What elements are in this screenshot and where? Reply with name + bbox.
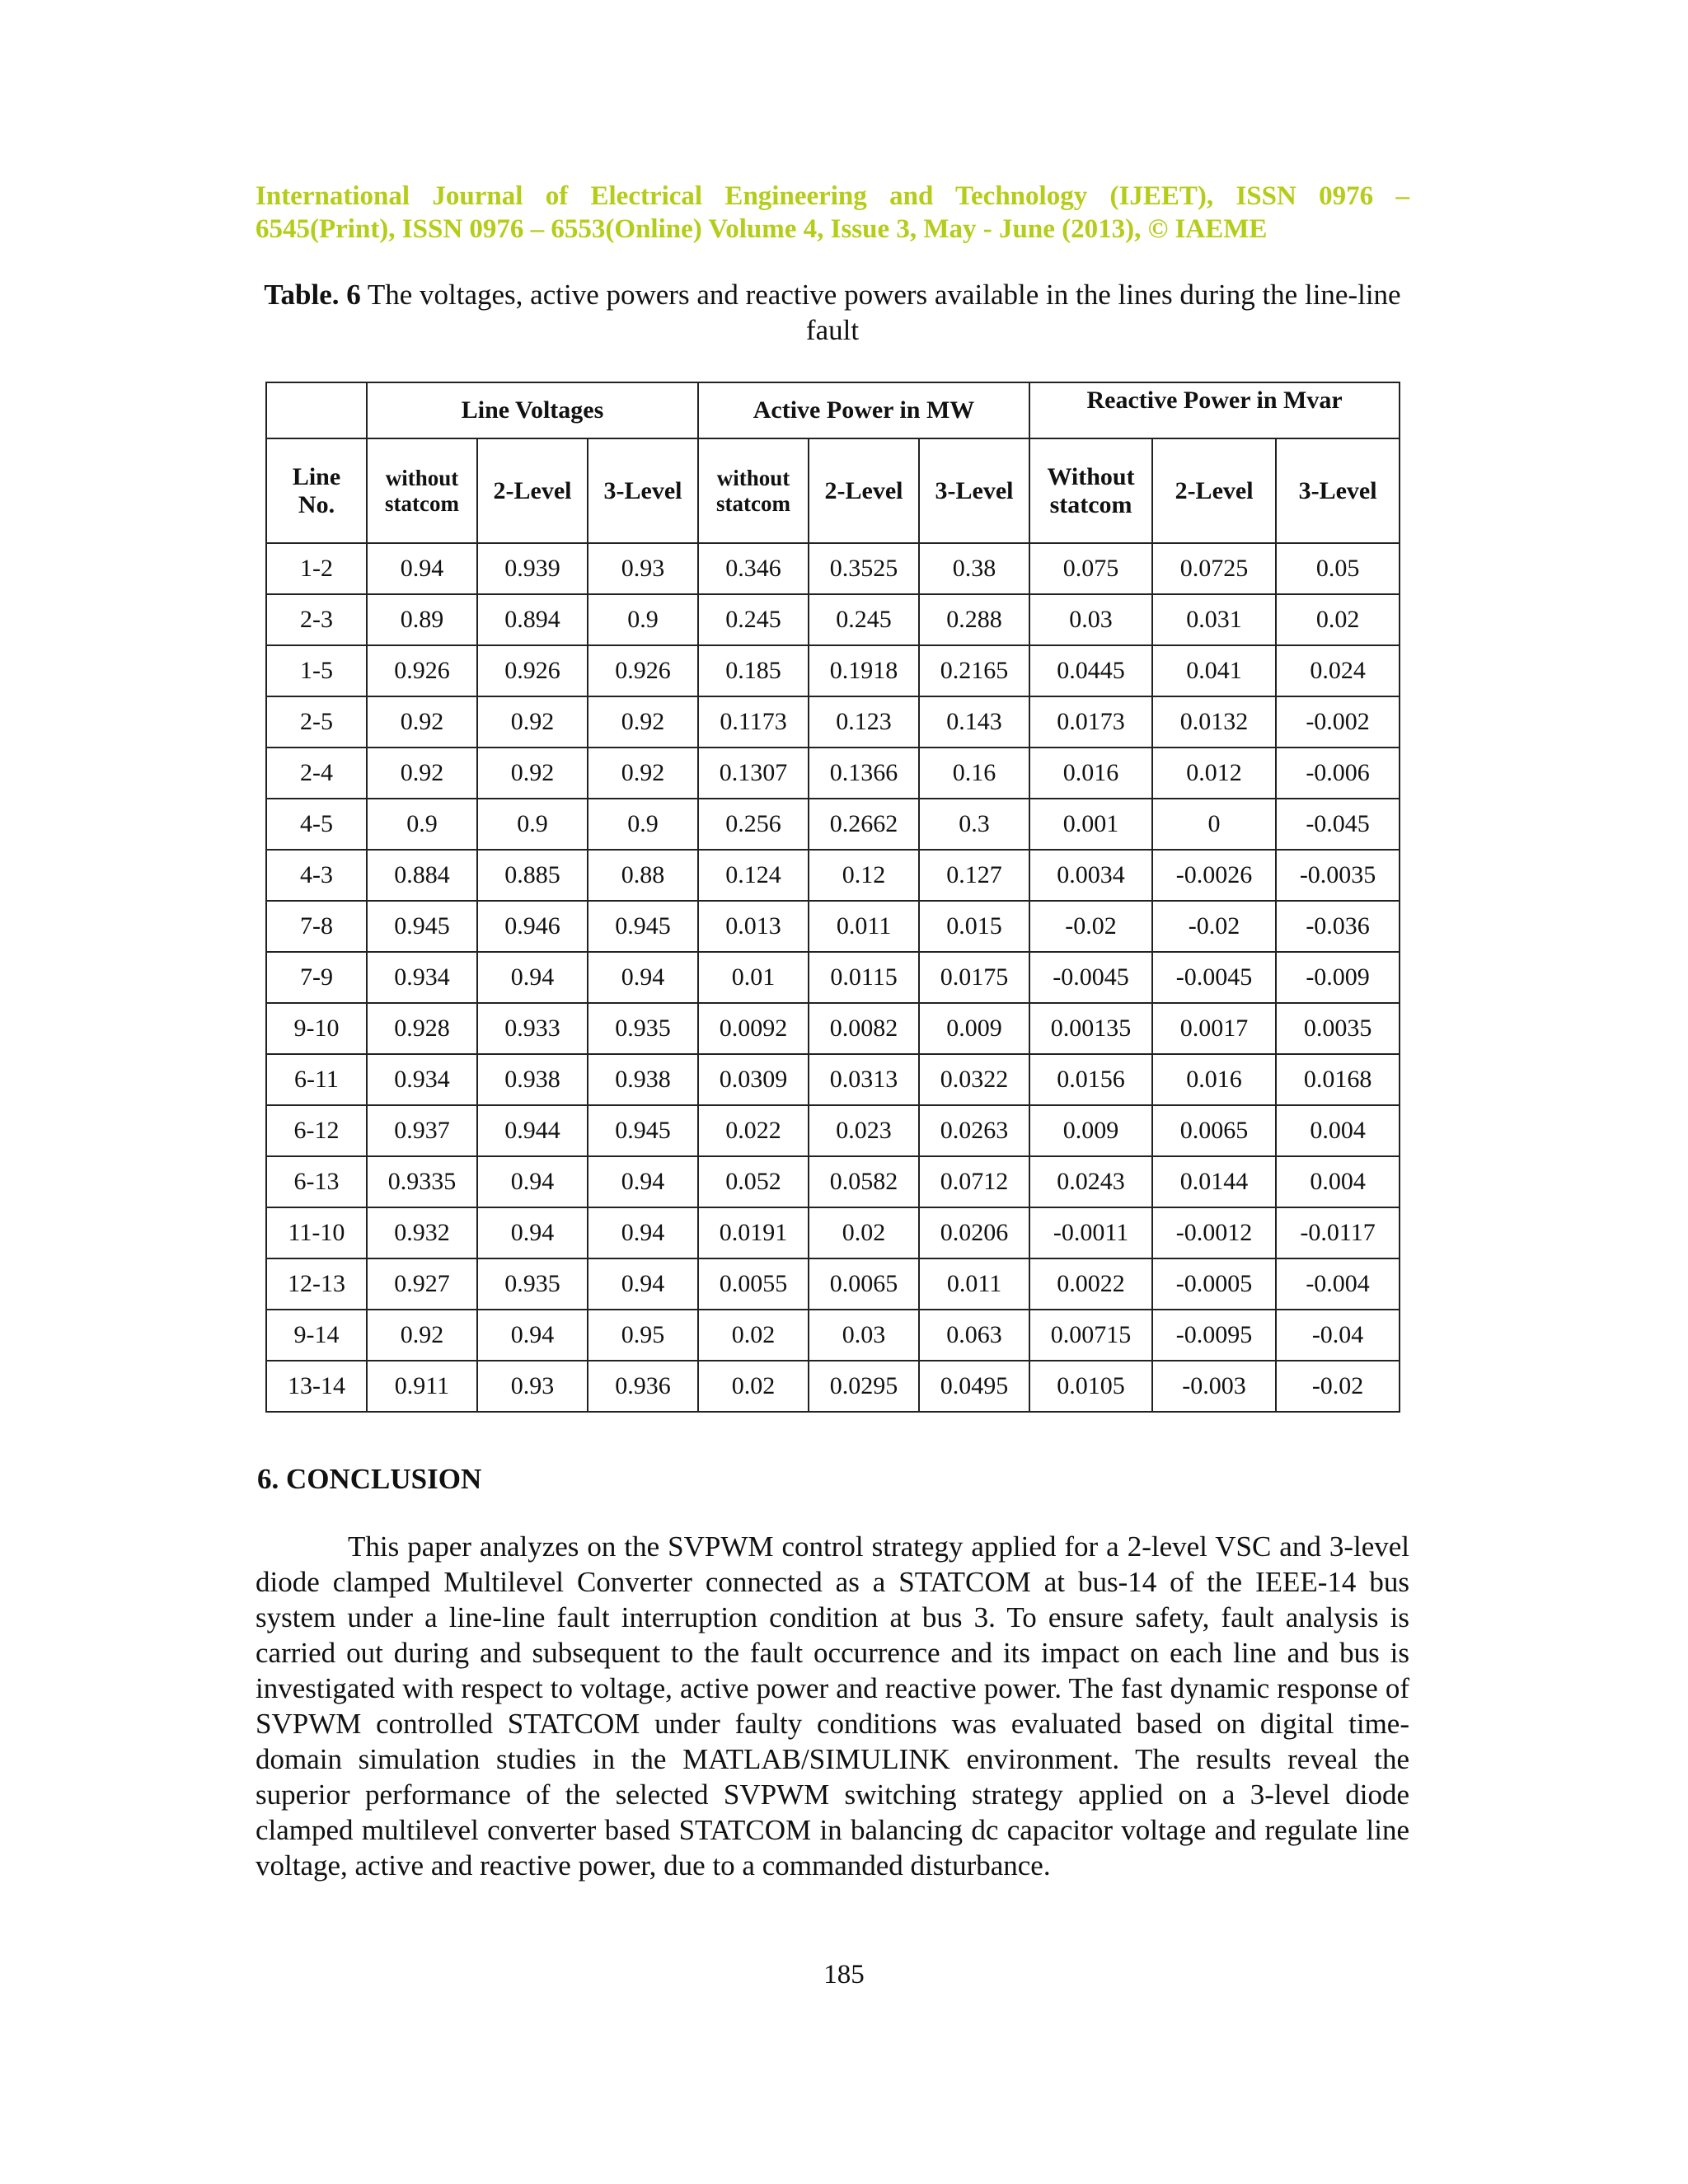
table-row [266, 1310, 1400, 1361]
value-cell: 0.16 [919, 748, 1029, 799]
value-cell: 0.0712 [919, 1156, 1029, 1207]
table-row [266, 645, 1400, 696]
value-cell: 0.013 [698, 901, 809, 952]
value-cell: 0.0055 [698, 1258, 809, 1310]
table-row [266, 543, 1400, 594]
value-cell: 0.92 [588, 748, 698, 799]
value-cell: 0.075 [1029, 543, 1152, 594]
header-line-no: Line No. [266, 438, 367, 543]
subheader-rp-without: Without statcom [1029, 438, 1152, 543]
value-cell: 0.004 [1276, 1156, 1400, 1207]
line-no-cell: 7-8 [266, 901, 367, 952]
table-row [266, 594, 1400, 645]
value-cell: 0.945 [367, 901, 477, 952]
value-cell: 0.0322 [919, 1054, 1029, 1105]
value-cell: 0.0132 [1152, 696, 1276, 748]
subheader-ap-without: without statcom [698, 438, 809, 543]
value-cell: 0.939 [477, 543, 588, 594]
value-cell: 0.016 [1152, 1054, 1276, 1105]
value-cell: 0.94 [588, 1156, 698, 1207]
value-cell: 0.926 [588, 645, 698, 696]
value-cell: 0.0065 [1152, 1105, 1276, 1156]
value-cell: 0.94 [477, 1310, 588, 1361]
value-cell: 0.185 [698, 645, 809, 696]
value-cell: 0.011 [919, 1258, 1029, 1310]
value-cell: 0.0105 [1029, 1361, 1152, 1412]
value-cell: 0.004 [1276, 1105, 1400, 1156]
value-cell: 0.031 [1152, 594, 1276, 645]
value-cell: -0.02 [1029, 901, 1152, 952]
table-row [266, 1054, 1400, 1105]
value-cell: 0.0191 [698, 1207, 809, 1258]
value-cell: 0.9 [367, 799, 477, 850]
value-cell: 0.0263 [919, 1105, 1029, 1156]
value-cell: 0.0034 [1029, 850, 1152, 901]
value-cell: 0.0115 [809, 952, 919, 1003]
line-no-cell: 11-10 [266, 1207, 367, 1258]
line-no-cell: 13-14 [266, 1361, 367, 1412]
value-cell: 0.02 [809, 1207, 919, 1258]
value-cell: 0.938 [477, 1054, 588, 1105]
subheader-lv-2level: 2-Level [477, 438, 588, 543]
value-cell: 0.92 [367, 696, 477, 748]
value-cell: -0.006 [1276, 748, 1400, 799]
value-cell: 0.1918 [809, 645, 919, 696]
value-cell: -0.02 [1276, 1361, 1400, 1412]
value-cell: 0.0035 [1276, 1003, 1400, 1054]
value-cell: 0.0017 [1152, 1003, 1276, 1054]
value-cell: 0.928 [367, 1003, 477, 1054]
value-cell: 0.0168 [1276, 1054, 1400, 1105]
value-cell: 0.288 [919, 594, 1029, 645]
journal-header-line2: 6545(Print), ISSN 0976 – 6553(Online) Volume 4, Issue 3, May - June (2013), © IAEME [256, 214, 1268, 244]
value-cell: 0.884 [367, 850, 477, 901]
value-cell: 0.346 [698, 543, 809, 594]
value-cell: 0.94 [367, 543, 477, 594]
value-cell: 0.245 [698, 594, 809, 645]
value-cell: 0.94 [477, 952, 588, 1003]
value-cell: 0.88 [588, 850, 698, 901]
value-cell: 0.01 [698, 952, 809, 1003]
value-cell: 0.0243 [1029, 1156, 1152, 1207]
value-cell: 0.894 [477, 594, 588, 645]
value-cell: 0.936 [588, 1361, 698, 1412]
value-cell: 0.0309 [698, 1054, 809, 1105]
value-cell: -0.0026 [1152, 850, 1276, 901]
results-table [265, 382, 1400, 1413]
value-cell: 0.94 [477, 1156, 588, 1207]
value-cell: 0.0295 [809, 1361, 919, 1412]
table-caption [264, 277, 1401, 348]
line-no-cell: 2-4 [266, 748, 367, 799]
value-cell: -0.045 [1276, 799, 1400, 850]
value-cell: 0.123 [809, 696, 919, 748]
value-cell: 0.94 [588, 1258, 698, 1310]
value-cell: 0.0445 [1029, 645, 1152, 696]
value-cell: 0.89 [367, 594, 477, 645]
value-cell: -0.0045 [1029, 952, 1152, 1003]
value-cell: 0.938 [588, 1054, 698, 1105]
value-cell: 0.0022 [1029, 1258, 1152, 1310]
value-cell: -0.0095 [1152, 1310, 1276, 1361]
value-cell: -0.04 [1276, 1310, 1400, 1361]
line-no-cell: 4-5 [266, 799, 367, 850]
value-cell: 0.9 [477, 799, 588, 850]
value-cell: 0.009 [1029, 1105, 1152, 1156]
value-cell: 0.001 [1029, 799, 1152, 850]
value-cell: 0.127 [919, 850, 1029, 901]
value-cell: 0.03 [1029, 594, 1152, 645]
value-cell: 0.041 [1152, 645, 1276, 696]
line-no-cell: 2-5 [266, 696, 367, 748]
value-cell: 0.05 [1276, 543, 1400, 594]
value-cell: 0.063 [919, 1310, 1029, 1361]
subheader-lv-without: without statcom [367, 438, 477, 543]
table-row [266, 696, 1400, 748]
subheader-rp-3level: 3-Level [1276, 438, 1400, 543]
journal-header-line1: International Journal of Electrical Engineering and Technology (IJEET), ISSN 0976 – [256, 181, 1409, 211]
value-cell: 0.024 [1276, 645, 1400, 696]
section-heading: 6. CONCLUSION [257, 1463, 482, 1495]
value-cell: 0.92 [477, 748, 588, 799]
value-cell: 0.9 [588, 594, 698, 645]
line-no-cell: 6-11 [266, 1054, 367, 1105]
value-cell: 0.02 [698, 1361, 809, 1412]
value-cell: 0.02 [1276, 594, 1400, 645]
value-cell: -0.0045 [1152, 952, 1276, 1003]
corner-cell [266, 382, 367, 438]
value-cell: 0.052 [698, 1156, 809, 1207]
value-cell: 0.023 [809, 1105, 919, 1156]
value-cell: 0.0725 [1152, 543, 1276, 594]
value-cell: 0.934 [367, 1054, 477, 1105]
value-cell: 0.9 [588, 799, 698, 850]
value-cell: 0.94 [588, 1207, 698, 1258]
value-cell: -0.009 [1276, 952, 1400, 1003]
line-no-cell: 7-9 [266, 952, 367, 1003]
table-caption-label: Table. 6 [264, 279, 361, 311]
table-row [266, 1361, 1400, 1412]
value-cell: 0.93 [477, 1361, 588, 1412]
value-cell: 0.935 [477, 1258, 588, 1310]
line-no-cell: 4-3 [266, 850, 367, 901]
value-cell: -0.0012 [1152, 1207, 1276, 1258]
value-cell: 0.38 [919, 543, 1029, 594]
value-cell: 0.937 [367, 1105, 477, 1156]
value-cell: 0.12 [809, 850, 919, 901]
value-cell: 0.911 [367, 1361, 477, 1412]
value-cell: 0.009 [919, 1003, 1029, 1054]
value-cell: 0.3525 [809, 543, 919, 594]
value-cell: 0.0313 [809, 1054, 919, 1105]
value-cell: 0.022 [698, 1105, 809, 1156]
table-row [266, 901, 1400, 952]
value-cell: 0.3 [919, 799, 1029, 850]
value-cell: -0.0035 [1276, 850, 1400, 901]
value-cell: 0.9335 [367, 1156, 477, 1207]
subheader-ap-3level: 3-Level [919, 438, 1029, 543]
subheader-ap-2level: 2-Level [809, 438, 919, 543]
journal-header [256, 180, 1409, 246]
value-cell: 0.946 [477, 901, 588, 952]
value-cell: 0.1366 [809, 748, 919, 799]
value-cell: 0.0065 [809, 1258, 919, 1310]
value-cell: 0.926 [477, 645, 588, 696]
value-cell: 0.0092 [698, 1003, 809, 1054]
table-row [266, 952, 1400, 1003]
value-cell: 0.945 [588, 901, 698, 952]
value-cell: -0.0117 [1276, 1207, 1400, 1258]
group-header-reactive-power: Reactive Power in Mvar [1029, 382, 1400, 438]
table-caption-text: The voltages, active powers and reactive powers available in the lines during the line-line fault [367, 279, 1401, 346]
table-row [266, 799, 1400, 850]
value-cell: 0.245 [809, 594, 919, 645]
value-cell: 0.94 [588, 952, 698, 1003]
value-cell: 0.2165 [919, 645, 1029, 696]
value-cell: 0.92 [367, 1310, 477, 1361]
table-row [266, 748, 1400, 799]
value-cell: -0.0011 [1029, 1207, 1152, 1258]
value-cell: 0.1307 [698, 748, 809, 799]
value-cell: 0.927 [367, 1258, 477, 1310]
line-no-cell: 12-13 [266, 1258, 367, 1310]
line-no-cell: 2-3 [266, 594, 367, 645]
line-no-cell: 6-13 [266, 1156, 367, 1207]
group-header-active-power: Active Power in MW [698, 382, 1029, 438]
conclusion-paragraph [256, 1529, 1409, 1883]
value-cell: 0.256 [698, 799, 809, 850]
value-cell: 0.926 [367, 645, 477, 696]
line-no-cell: 9-10 [266, 1003, 367, 1054]
conclusion-text: This paper analyzes on the SVPWM control strategy applied for a 2-level VSC and 3-level diode clamped Multilevel Converter connected as a STATCOM at bus-14 of the IEEE-14 bus system under a line-line fault interruption condition at bus 3. To ensure safety, fault analysis is carried out during and subsequent to the fault occurrence and its impact on each line and bus is investigated with respect to voltage, active power and reactive power. The fast dynamic response of SVPWM controlled STATCOM under faulty conditions was evaluated based on digital time-domain simulation studies in the MATLAB/SIMULINK environment. The results reveal the superior performance of the selected SVPWM switching strategy applied on a 3-level diode clamped multilevel converter based STATCOM in balancing dc capacitor voltage and regulate line voltage, active and reactive power, due to a commanded disturbance. [256, 1530, 1409, 1882]
subheader-lv-3level: 3-Level [588, 438, 698, 543]
value-cell: 0.0144 [1152, 1156, 1276, 1207]
value-cell: 0.015 [919, 901, 1029, 952]
value-cell: -0.003 [1152, 1361, 1276, 1412]
page-number: 185 [823, 1960, 865, 1990]
value-cell: 0.0173 [1029, 696, 1152, 748]
value-cell: 0.00715 [1029, 1310, 1152, 1361]
table-row [266, 1105, 1400, 1156]
value-cell: 0.0206 [919, 1207, 1029, 1258]
value-cell: -0.02 [1152, 901, 1276, 952]
value-cell: -0.0005 [1152, 1258, 1276, 1310]
value-cell: 0.143 [919, 696, 1029, 748]
value-cell: 0.944 [477, 1105, 588, 1156]
value-cell: 0.934 [367, 952, 477, 1003]
value-cell: 0.02 [698, 1310, 809, 1361]
value-cell: 0.93 [588, 543, 698, 594]
value-cell: 0.0156 [1029, 1054, 1152, 1105]
value-cell: -0.036 [1276, 901, 1400, 952]
value-cell: 0 [1152, 799, 1276, 850]
value-cell: 0.935 [588, 1003, 698, 1054]
table-row [266, 1258, 1400, 1310]
value-cell: -0.002 [1276, 696, 1400, 748]
value-cell: 0.932 [367, 1207, 477, 1258]
table-row [266, 1156, 1400, 1207]
value-cell: 0.00135 [1029, 1003, 1152, 1054]
value-cell: 0.885 [477, 850, 588, 901]
value-cell: 0.016 [1029, 748, 1152, 799]
value-cell: 0.2662 [809, 799, 919, 850]
value-cell: 0.945 [588, 1105, 698, 1156]
table-row [266, 1207, 1400, 1258]
table-row [266, 850, 1400, 901]
value-cell: 0.012 [1152, 748, 1276, 799]
value-cell: 0.95 [588, 1310, 698, 1361]
value-cell: 0.0495 [919, 1361, 1029, 1412]
line-no-cell: 1-5 [266, 645, 367, 696]
value-cell: 0.0082 [809, 1003, 919, 1054]
value-cell: 0.94 [477, 1207, 588, 1258]
value-cell: 0.92 [588, 696, 698, 748]
line-no-cell: 1-2 [266, 543, 367, 594]
value-cell: 0.92 [367, 748, 477, 799]
value-cell: -0.004 [1276, 1258, 1400, 1310]
line-no-cell: 9-14 [266, 1310, 367, 1361]
value-cell: 0.933 [477, 1003, 588, 1054]
subheader-rp-2level: 2-Level [1152, 438, 1276, 543]
value-cell: 0.0175 [919, 952, 1029, 1003]
value-cell: 0.011 [809, 901, 919, 952]
value-cell: 0.124 [698, 850, 809, 901]
value-cell: 0.03 [809, 1310, 919, 1361]
value-cell: 0.92 [477, 696, 588, 748]
group-header-line-voltages: Line Voltages [367, 382, 698, 438]
value-cell: 0.0582 [809, 1156, 919, 1207]
value-cell: 0.1173 [698, 696, 809, 748]
table-row [266, 1003, 1400, 1054]
line-no-cell: 6-12 [266, 1105, 367, 1156]
